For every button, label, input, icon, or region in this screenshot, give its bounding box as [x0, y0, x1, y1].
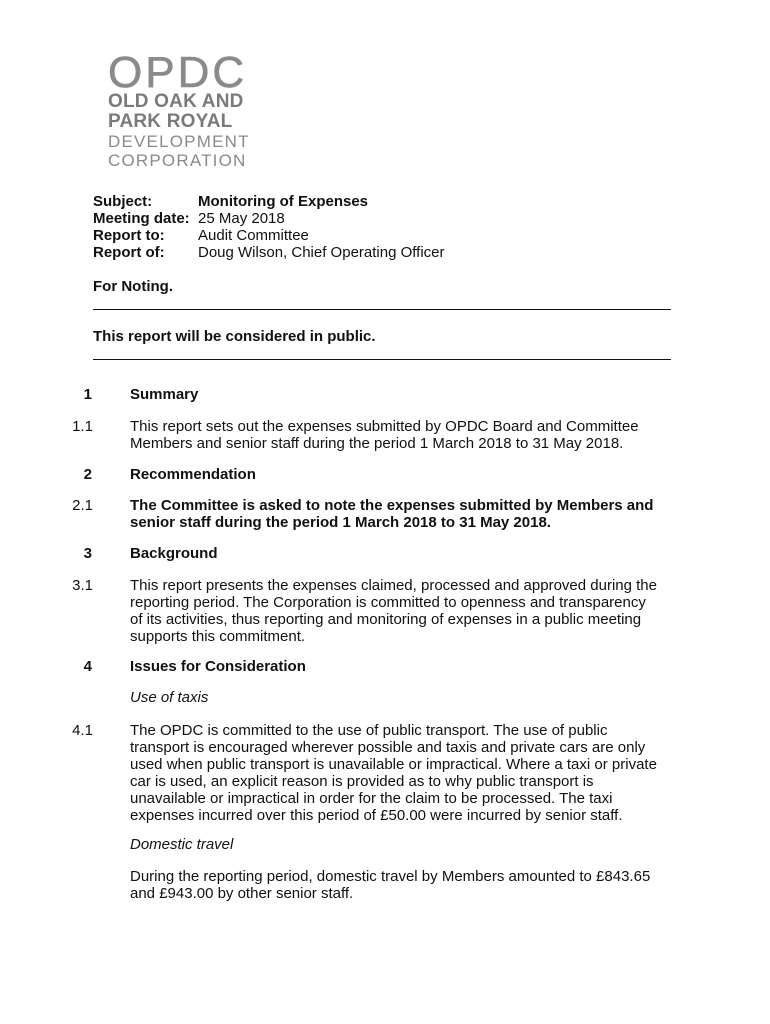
paragraph-line: This report presents the expenses claimed, processed and approved during the: [130, 577, 657, 594]
paragraph-number: 2.1: [72, 497, 93, 514]
paragraph-domestic-travel: [130, 868, 690, 902]
paragraph-line: This report sets out the expenses submitted by OPDC Board and Committee: [130, 418, 639, 435]
report-to-label: Report to:: [93, 227, 165, 244]
subheading-use-of-taxis: Use of taxis: [130, 689, 209, 706]
section-number: 3: [83, 545, 92, 562]
meeting-date-value: 25 May 2018: [198, 210, 285, 227]
meeting-date-label: Meeting date:: [93, 210, 190, 227]
section-number: 4: [83, 658, 92, 675]
paragraph-1-1: [130, 418, 690, 452]
paragraph-line: of its activities, thus reporting and monitoring of expenses in a public meeting: [130, 611, 642, 628]
report-of-label: Report of:: [93, 244, 165, 261]
paragraph-line: The OPDC is committed to the use of public transport. The use of public: [130, 722, 608, 739]
logo-acronym: OPDC: [108, 48, 248, 97]
logo-line-2: PARK ROYAL: [108, 111, 233, 132]
paragraph-line: car is used, an explicit reason is provided as to why public transport is: [130, 773, 594, 790]
paragraph-line: transport is encouraged wherever possible and taxis and private cars are only: [130, 739, 646, 756]
meeting-date-row: [93, 210, 445, 227]
report-to-value: Audit Committee: [198, 227, 309, 244]
logo-line-1: OLD OAK AND: [108, 91, 244, 112]
paragraph-number: 1.1: [72, 418, 93, 435]
public-notice: This report will be considered in public.: [93, 328, 376, 345]
paragraph-line: Members and senior staff during the period 1 March 2018 to 31 May 2018.: [130, 435, 624, 452]
paragraph-line: reporting period. The Corporation is committed to openness and transparency: [130, 594, 646, 611]
subject-value: Monitoring of Expenses: [198, 193, 369, 210]
divider-bottom: [93, 359, 671, 360]
for-noting: For Noting.: [93, 278, 173, 295]
divider-top: [93, 309, 671, 310]
logo-line-3: DEVELOPMENT: [108, 132, 250, 151]
paragraph-line: The Committee is asked to note the expenses submitted by Members and: [130, 497, 654, 514]
subject-label: Subject:: [93, 193, 153, 210]
paragraph-line: used when public transport is unavailable or impractical. Where a taxi or private: [130, 756, 657, 773]
subject-row: [93, 193, 445, 210]
paragraph-line: During the reporting period, domestic travel by Members amounted to £843.65: [130, 868, 651, 885]
report-to-row: [93, 227, 445, 244]
paragraph-line: supports this commitment.: [130, 628, 306, 645]
section-heading-summary: Summary: [130, 386, 199, 403]
report-of-value: Doug Wilson, Chief Operating Officer: [198, 244, 445, 261]
section-number: 2: [83, 466, 92, 483]
paragraph-line: expenses incurred over this period of £50.00 were incurred by senior staff.: [130, 807, 623, 824]
section-heading-recommendation: Recommendation: [130, 466, 256, 483]
paragraph-number: 3.1: [72, 577, 93, 594]
section-heading-background: Background: [130, 545, 218, 562]
paragraph-2-1: [130, 497, 690, 531]
logo-line-4: CORPORATION: [108, 151, 247, 170]
report-metadata: [93, 193, 445, 261]
opdc-logo: [108, 48, 278, 170]
paragraph-number: 4.1: [72, 722, 93, 739]
paragraph-line: unavailable or impractical in order for the claim to be processed. The taxi: [130, 790, 613, 807]
section-number: 1: [83, 386, 92, 403]
paragraph-line: senior staff during the period 1 March 2018 to 31 May 2018.: [130, 514, 551, 531]
section-heading-issues: Issues for Consideration: [130, 658, 306, 675]
paragraph-line: and £943.00 by other senior staff.: [130, 885, 354, 902]
paragraph-4-1: [130, 722, 690, 824]
subheading-domestic-travel: Domestic travel: [130, 836, 234, 853]
paragraph-3-1: [130, 577, 690, 645]
report-of-row: [93, 244, 445, 261]
